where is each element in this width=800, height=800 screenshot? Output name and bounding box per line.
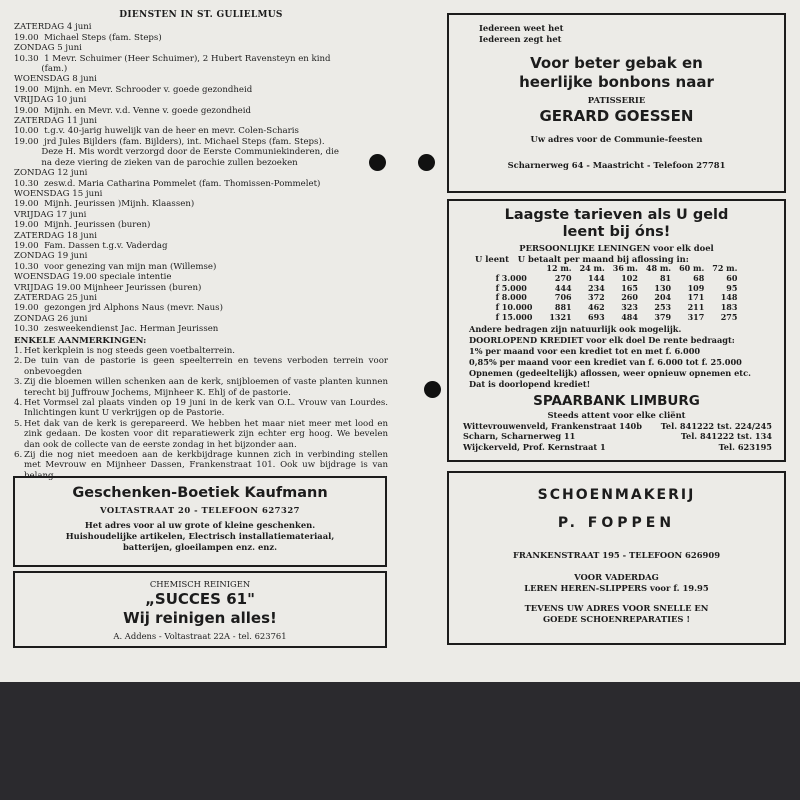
ad-spaarbank-line: Andere bedragen zijn natuurlijk ook mogelijk. bbox=[469, 323, 682, 334]
ad-spaarbank-line: 0,85% per maand voor een krediet van f. 6.000 tot f. 25.000 bbox=[469, 356, 742, 367]
rates-value: 148 bbox=[720, 292, 738, 303]
ad-goessen-name: GERARD GOESSEN bbox=[539, 107, 694, 125]
branch-phone: Tel. 841222 tst. 224/245 bbox=[660, 420, 772, 431]
ad-succes-line1: CHEMISCH REINIGEN bbox=[149, 579, 251, 589]
ad-goessen bbox=[447, 13, 786, 193]
ad-spaarbank bbox=[447, 199, 786, 462]
rates-table bbox=[492, 264, 742, 323]
note-number: 5. bbox=[14, 418, 23, 429]
schedule-row: ZATERDAG 18 juni bbox=[14, 230, 98, 241]
schedule-row: ZONDAG 26 juni bbox=[14, 313, 88, 324]
schedule-list bbox=[14, 22, 388, 334]
branch-place: Scharn, Scharnerweg 11 bbox=[463, 431, 576, 442]
rates-value: 706 bbox=[554, 292, 572, 303]
rates-amount: f 8.000 bbox=[495, 292, 527, 303]
rates-term-header: 48 m. bbox=[645, 263, 672, 273]
note-item bbox=[14, 419, 388, 450]
rates-value: 109 bbox=[687, 282, 705, 293]
branch-place: Wijckerveld, Prof. Kernstraat 1 bbox=[463, 441, 606, 452]
schedule-row: 10.00 t.g.v. 40-jarig huwelijk van de heer en mevr. Colen-Scharis bbox=[14, 126, 299, 137]
schedule-row: VRIJDAG 10 juni bbox=[14, 95, 87, 106]
note-text: Zij die bloemen willen schenken aan de kerk, snijbloemen of vaste planten kunnen terecht bij Juffrouw Jochems, Mijnheer K. Ehlj of de pastorie. bbox=[24, 377, 388, 398]
rates-term-header: 60 m. bbox=[679, 263, 705, 273]
schedule-row: 10.30 voor genezing van mijn man (Willemse) bbox=[14, 261, 217, 272]
ad-spaarbank-name: SPAARBANK LIMBURG bbox=[533, 392, 700, 409]
rates-value: 260 bbox=[621, 292, 638, 303]
rates-value: 462 bbox=[588, 302, 605, 313]
schedule-row: ZONDAG 12 juni bbox=[14, 168, 88, 179]
notes-title: ENKELE AANMERKINGEN: bbox=[14, 335, 147, 346]
note-number: 4. bbox=[14, 398, 23, 409]
ad-kaufmann-address: VOLTASTRAAT 20 - TELEFOON 627327 bbox=[100, 505, 300, 515]
rates-term-header: 24 m. bbox=[579, 263, 605, 273]
ad-succes bbox=[13, 571, 387, 648]
rates-value: 102 bbox=[621, 272, 638, 283]
rates-value: 171 bbox=[687, 292, 705, 303]
ad-foppen-name: P. FOPPEN bbox=[557, 515, 676, 531]
rates-value: 372 bbox=[588, 292, 605, 303]
ad-kaufmann-line: Huishoudelijke artikelen, Electrisch installatiemateriaal, bbox=[65, 531, 335, 541]
ad-spaarbank-line: 1% per maand voor een krediet tot en met f. 6.000 bbox=[469, 345, 701, 356]
schedule-row: 19.00 Mijnh. en Mevr. v.d. Venne v. goede gezondheid bbox=[14, 105, 252, 116]
ad-spaarbank-tag: Steeds attent voor elke cliënt bbox=[547, 409, 686, 420]
schedule-row: VRIJDAG 17 juni bbox=[14, 209, 87, 220]
ad-spaarbank-text bbox=[449, 324, 784, 390]
left-column bbox=[14, 10, 388, 481]
ad-foppen-line1: SCHOENMAKERIJ bbox=[537, 487, 696, 503]
note-text: Het Vormsel zal plaats vinden op 19 juni in de kerk van O.L. Vrouw van Lourdes. Inlichtingen kunt U verkrijgen op de Pastorie. bbox=[24, 398, 388, 419]
schedule-row: ZONDAG 5 juni bbox=[14, 43, 82, 54]
note-text: Het kerkplein is nog steeds geen voetbalterrein. bbox=[24, 346, 235, 356]
note-number: 3. bbox=[14, 377, 23, 388]
schedule-row: 19.00 Mijnh. Jeurissen )Mijnh. Klaassen) bbox=[14, 199, 195, 210]
note-item bbox=[14, 398, 388, 419]
schedule-row: 10.30 zesw.d. Maria Catharina Pommelet (fam. Thomissen-Pommelet) bbox=[14, 178, 321, 189]
note-text: De tuin van de pastorie is geen speelterrein en tevens verboden terrein voor onbevoegden bbox=[24, 356, 388, 377]
rates-term-header: 12 m. bbox=[546, 263, 572, 273]
note-text: Zij die nog niet meedoen aan de kerkbijdrage kunnen zich in verbinding stellen met Mevrouw en Mijnheer Dassen, Frankenstraat 101. Ook uw bijdrage is van belang. bbox=[24, 450, 388, 481]
ad-succes-name: „SUCCES 61" bbox=[145, 590, 255, 608]
ad-foppen-promo: TEVENS UW ADRES VOOR SNELLE EN bbox=[524, 603, 709, 613]
note-number: 6. bbox=[14, 450, 23, 461]
schedule-row: ZONDAG 19 juni bbox=[14, 251, 88, 262]
rates-value: 881 bbox=[554, 302, 572, 313]
binding-hole bbox=[369, 154, 386, 171]
branch-row bbox=[463, 442, 772, 453]
rates-value: 81 bbox=[659, 272, 672, 283]
ad-foppen-promo: VOOR VADERDAG bbox=[574, 572, 659, 582]
branch-row bbox=[463, 431, 772, 442]
note-item bbox=[14, 356, 388, 377]
ad-spaarbank-headline: Laagste tarieven als U geld bbox=[504, 207, 729, 223]
rates-value: 270 bbox=[554, 272, 572, 283]
rates-value: 379 bbox=[654, 311, 672, 322]
schedule-row: na deze viering de zieken van de parochie zullen bezoeken bbox=[14, 157, 298, 168]
rates-value: 1321 bbox=[549, 311, 572, 322]
ad-succes-slogan: Wij reinigen alles! bbox=[123, 609, 277, 627]
rates-value: 183 bbox=[720, 302, 738, 313]
rates-value: 130 bbox=[654, 282, 672, 293]
schedule-title: DIENSTEN IN ST. GULIELMUS bbox=[119, 10, 283, 20]
schedule-row: ZATERDAG 4 juni bbox=[14, 22, 92, 33]
rates-value: 144 bbox=[588, 272, 605, 283]
schedule-row: 19.00 Fam. Dassen t.g.v. Vaderdag bbox=[14, 240, 168, 251]
binding-hole bbox=[418, 154, 435, 171]
rates-value: 484 bbox=[621, 311, 638, 322]
binding-hole bbox=[424, 381, 441, 398]
ad-goessen-sub: PATISSERIE bbox=[587, 95, 646, 105]
ad-foppen-promo: GOEDE SCHOENREPARATIES ! bbox=[542, 614, 691, 624]
schedule-row: 19.00 Mijnh. en Mevr. Schrooder v. goede gezondheid bbox=[14, 84, 253, 95]
notes-list bbox=[14, 346, 388, 481]
rates-value: 211 bbox=[687, 302, 705, 313]
rates-value: 204 bbox=[654, 292, 672, 303]
ad-spaarbank-line: Dat is doorlopend krediet! bbox=[469, 378, 591, 389]
note-number: 1. bbox=[14, 346, 23, 356]
schedule-row: (fam.) bbox=[14, 64, 68, 75]
note-number: 2. bbox=[14, 356, 23, 367]
rates-term-header: 72 m. bbox=[712, 263, 738, 273]
rates-value: 275 bbox=[720, 311, 738, 322]
rates-value: 95 bbox=[726, 282, 738, 293]
schedule-row: 19.00 gezongen jrd Alphons Naus (mevr. Naus) bbox=[14, 303, 223, 314]
branch-row bbox=[463, 421, 772, 432]
schedule-row: WOENSDAG 15 juni bbox=[14, 188, 103, 199]
ad-goessen-headline: heerlijke bonbons naar bbox=[519, 73, 714, 91]
note-item bbox=[14, 346, 388, 356]
branch-place: Wittevrouwenveld, Frankenstraat 140b bbox=[463, 420, 642, 431]
schedule-row: 19.00 Mijnh. Jeurissen (buren) bbox=[14, 220, 151, 231]
rates-value: 253 bbox=[654, 302, 672, 313]
schedule-row: 10.30 zesweekendienst Jac. Herman Jeurissen bbox=[14, 324, 219, 335]
rates-amount: f 5.000 bbox=[495, 282, 527, 293]
schedule-row: WOENSDAG 19.00 speciale intentie bbox=[14, 272, 172, 283]
rates-amount: f 3.000 bbox=[495, 272, 527, 283]
schedule-row: VRIJDAG 19.00 Mijnheer Jeurissen (buren) bbox=[14, 282, 202, 293]
rates-value: 68 bbox=[693, 272, 705, 283]
rates-value: 693 bbox=[588, 311, 605, 322]
rates-value: 317 bbox=[687, 311, 705, 322]
ad-spaarbank-branches bbox=[449, 421, 784, 453]
ad-foppen-promo: LEREN HEREN-SLIPPERS voor f. 19.95 bbox=[524, 583, 709, 593]
schedule-row: WOENSDAG 8 juni bbox=[14, 74, 97, 85]
rates-row bbox=[492, 313, 742, 323]
rates-amount: f 10.000 bbox=[495, 302, 533, 313]
ad-foppen bbox=[447, 471, 786, 645]
schedule-row: 19.00 jrd Jules Bijlders (fam. Bijlders), int. Michael Steps (fam. Steps). bbox=[14, 136, 325, 147]
ad-foppen-address: FRANKENSTRAAT 195 - TELEFOON 626909 bbox=[512, 550, 721, 560]
ad-spaarbank-headline: leent bij óns! bbox=[562, 224, 671, 240]
rates-value: 60 bbox=[726, 272, 738, 283]
note-text: Het dak van de kerk is gerepareerd. We hebben het maar niet meer met lood en zink gedaan. De kosten voor dit reparatiewerk zijn echter erg hoog. We bevelen dan ook de collecte van de eerste zondag in het bijzonder aan. bbox=[24, 418, 388, 450]
schedule-row: ZATERDAG 25 juni bbox=[14, 292, 98, 303]
ad-goessen-intro: Iedereen zegt het bbox=[479, 34, 562, 44]
rates-value: 444 bbox=[554, 282, 572, 293]
ad-succes-address: A. Addens - Voltastraat 22A - tel. 623761 bbox=[113, 631, 287, 641]
ad-goessen-address: Scharnerweg 64 - Maastricht - Telefoon 27781 bbox=[507, 160, 726, 170]
ad-spaarbank-sub: PERSOONLIJKE LENINGEN voor elk doel bbox=[519, 243, 714, 253]
branch-phone: Tel. 841222 tst. 134 bbox=[680, 431, 772, 442]
ad-goessen-tag: Uw adres voor de Communie-feesten bbox=[530, 134, 703, 144]
rates-col-right: U betaalt per maand bij aflossing in: bbox=[517, 254, 689, 264]
ad-kaufmann-line: batterijen, gloeilampen enz. enz. bbox=[122, 542, 278, 552]
ad-kaufmann-name: Geschenken-Boetiek Kaufmann bbox=[72, 485, 328, 501]
rates-value: 165 bbox=[621, 282, 638, 293]
ad-spaarbank-line: Opnemen (gedeeltelijk) aflossen, weer opnieuw opnemen etc. bbox=[469, 367, 751, 378]
branch-phone: Tel. 623195 bbox=[718, 441, 772, 452]
schedule-row: 10.30 1 Mevr. Schuimer (Heer Schuimer), 2 Hubert Ravensteyn en kind bbox=[14, 53, 331, 64]
schedule-row: ZATERDAG 11 juni bbox=[14, 116, 98, 127]
rates-amount: f 15.000 bbox=[495, 311, 533, 322]
ad-spaarbank-line: DOORLOPEND KREDIET voor elk doel De rente bedraagt: bbox=[469, 334, 735, 345]
ad-goessen-headline: Voor beter gebak en bbox=[530, 54, 703, 72]
rates-value: 234 bbox=[588, 282, 605, 293]
rates-value: 323 bbox=[621, 302, 638, 313]
ad-goessen-intro: Iedereen weet het bbox=[479, 23, 564, 33]
ad-kaufmann bbox=[13, 476, 387, 567]
schedule-row: 19.00 Michael Steps (fam. Steps) bbox=[14, 32, 162, 43]
rates-col-left: U leent bbox=[475, 254, 510, 264]
schedule-row: Deze H. Mis wordt verzorgd door de Eerste Communiekinderen, die bbox=[14, 147, 339, 158]
ad-kaufmann-line: Het adres voor al uw grote of kleine geschenken. bbox=[84, 520, 316, 530]
note-item bbox=[14, 377, 388, 398]
rates-term-header: 36 m. bbox=[612, 263, 638, 273]
